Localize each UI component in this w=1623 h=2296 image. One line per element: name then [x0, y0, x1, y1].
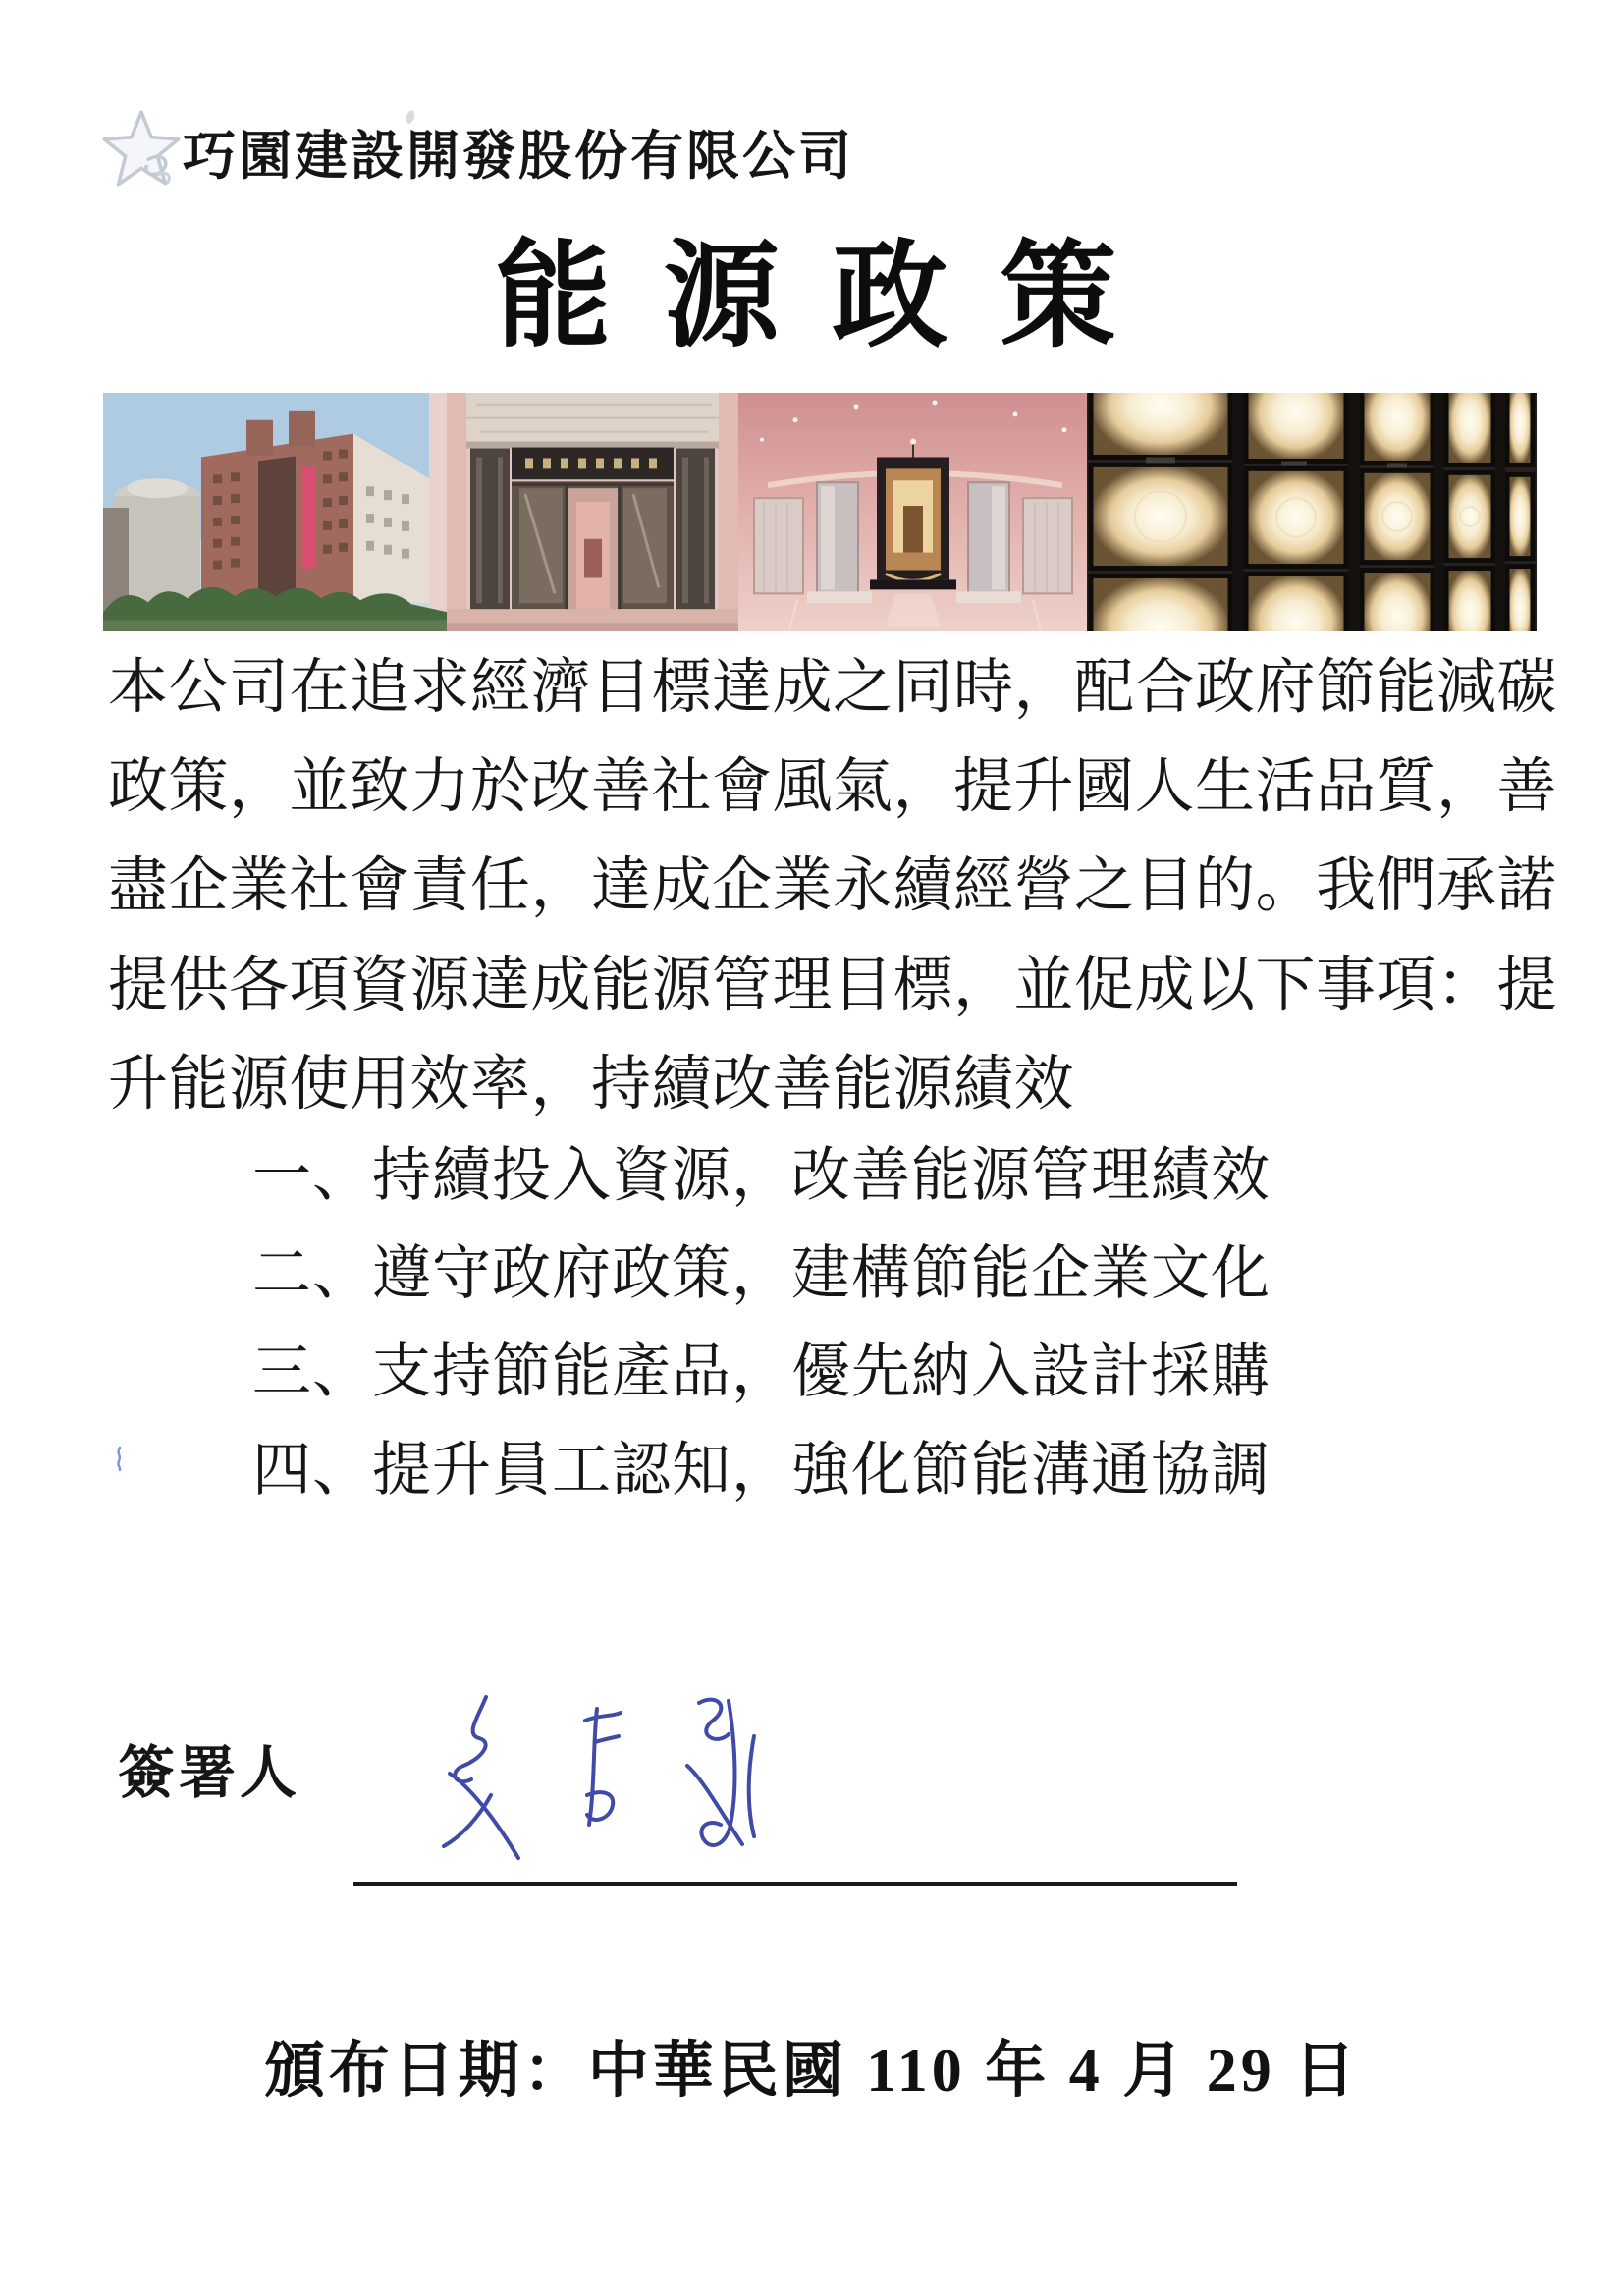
handwritten-signature — [393, 1677, 844, 1884]
issue-date: 頒布日期：中華民國 110 年 4 月 29 日 — [263, 2038, 1360, 2105]
paragraph-line: 升能源使用效率，持續改善能源績效 — [108, 1052, 1075, 1118]
photo-strip — [103, 393, 1537, 631]
photo-memorial-hall-interior — [738, 393, 1087, 631]
policy-item-2: 二、遵守政府政策，建構節能企業文化 — [252, 1241, 1271, 1306]
document-title: 能 源 政 策 — [495, 233, 1128, 361]
photo-niche-wall — [1087, 393, 1537, 631]
signature-line — [353, 1882, 1237, 1886]
company-star-logo-icon — [96, 104, 187, 200]
company-name: 巧園建設開發股份有限公司 — [183, 127, 854, 186]
paragraph-line: 盡企業社會責任，達成企業永續經營之目的。我們承諾 — [108, 853, 1558, 919]
ink-speck-artifact — [112, 1446, 128, 1471]
paragraph-line: 提供各項資源達成能源管理目標，並促成以下事項：提 — [108, 953, 1558, 1018]
policy-item-list — [252, 1126, 1529, 1519]
paragraph-line: 本公司在追求經濟目標達成之同時，配合政府節能減碳 — [108, 655, 1558, 721]
policy-paragraph — [108, 638, 1561, 1134]
paragraph-line: 政策，並致力於改善社會風氣，提升國人生活品質，善 — [108, 754, 1558, 820]
photo-entrance — [447, 393, 738, 631]
policy-item-1: 一、持續投入資源，改善能源管理績效 — [252, 1143, 1271, 1208]
photo-building-exterior — [103, 393, 447, 631]
policy-item-4: 四、提升員工認知，強化節能溝通協調 — [252, 1438, 1271, 1503]
policy-item-3: 三、支持節能產品，優先納入設計採購 — [252, 1339, 1271, 1404]
signer-label: 簽署人 — [118, 1741, 301, 1805]
